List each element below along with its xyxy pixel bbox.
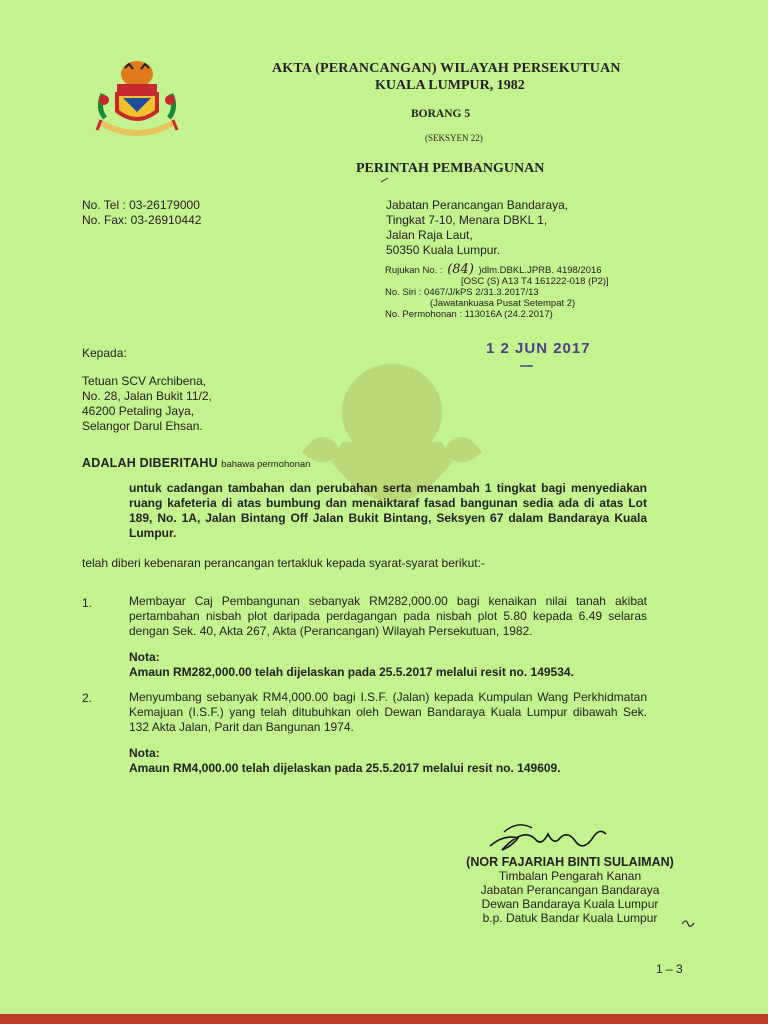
condition-number: 1. xyxy=(82,596,93,610)
recipient-line: Selangor Darul Ehsan. xyxy=(82,419,203,433)
condition-text: Menyumbang sebanyak RM4,000.00 bagi I.S.F. (Jalan) kepada Kumpulan Wang Perkhidmatan Kemajuan (I.S.F.) yang telah ditubuhkan oleh Dewan Bandaraya Kuala Lumpur dibawah Sek. 132 Akta Jalan, Parit dan Bangunan 1974. xyxy=(129,690,647,734)
rujukan-file: )dlm.DBKL.JPRB. 4198/2016 xyxy=(478,265,602,276)
application-number: No. Permohonan : 113016A (24.2.2017) xyxy=(385,309,553,320)
signature-icon xyxy=(484,816,614,858)
condition-note xyxy=(129,650,574,680)
signatory-name: (NOR FAJARIAH BINTI SULAIMAN) xyxy=(466,855,674,869)
signatory-block xyxy=(440,855,700,925)
section-reference: (SEKSYEN 22) xyxy=(425,133,483,143)
notice-line xyxy=(82,456,310,470)
page-number: 1 – 3 xyxy=(656,962,683,976)
note-text: Amaun RM4,000.00 telah dijelaskan pada 25.5.2017 melalui resit no. 149609. xyxy=(129,761,561,775)
bottom-edge-strip xyxy=(0,1014,768,1024)
signatory-line: Jabatan Perancangan Bandaraya xyxy=(480,883,660,897)
address-line: Jalan Raja Laut, xyxy=(386,228,473,242)
condition-text: Membayar Caj Pembangunan sebanyak RM282,000.00 bagi kenaikan nilai tanah akibat pertambahan nisbah plot daripada perdagangan pada nisbah plot 5.80 kepada 6.49 selaras dengan Sek. 40, Akta 267, Akta (Perancangan) Wilayah Persekutuan, 1982. xyxy=(129,594,647,638)
pen-mark-icon xyxy=(380,176,390,184)
fax-number: No. Fax: 03-26910442 xyxy=(82,213,202,227)
act-title-line1: AKTA (PERANCANGAN) WILAYAH PERSEKUTUAN xyxy=(272,61,621,76)
condition-note xyxy=(129,746,561,776)
proposal-description: untuk cadangan tambahan dan perubahan serta menambah 1 tingkat bagi menyediakan ruang kafeteria di atas bumbung dan menaiktaraf fasad bangunan sedia ada di atas Lot 189, No. 1A, Jalan Bintang Off Jalan Bukit Bintang, Seksyen 67 dalam Bandaraya Kuala Lumpur. xyxy=(129,481,647,540)
rujukan-number xyxy=(385,264,609,276)
serial-number: No. Siri : 0467/J/kPS 2/31.3.2017/13 xyxy=(385,287,539,298)
notice-lead-continuation: bahawa permohonan xyxy=(221,459,311,470)
signatory-line: Timbalan Pengarah Kanan xyxy=(498,869,642,883)
committee-name: (Jawatankuasa Pusat Setempat 2) xyxy=(430,298,576,309)
reference-block xyxy=(385,264,609,320)
sender-address xyxy=(386,198,568,258)
notice-lead: ADALAH DIBERITAHU xyxy=(82,456,218,470)
rujukan-label: Rujukan No. : xyxy=(385,265,443,276)
note-label: Nota: xyxy=(129,650,160,664)
conditions-intro: telah diberi kebenaran perancangan tertakluk kepada syarat-syarat berikut:- xyxy=(82,556,485,570)
recipient-address xyxy=(82,374,212,434)
signatory-line: Dewan Bandaraya Kuala Lumpur xyxy=(481,897,659,911)
recipient-label: Kepada: xyxy=(82,346,127,360)
dbkl-crest-icon xyxy=(93,60,188,145)
stamp-dash-icon xyxy=(520,364,534,368)
address-line: 50350 Kuala Lumpur. xyxy=(386,243,501,257)
note-label: Nota: xyxy=(129,746,160,760)
address-line: Jabatan Perancangan Bandaraya, xyxy=(386,198,569,212)
handwritten-reference: (84) xyxy=(447,262,474,277)
act-title-line2: KUALA LUMPUR, 1982 xyxy=(375,78,525,93)
address-line: Tingkat 7-10, Menara DBKL 1, xyxy=(386,213,548,227)
condition-number: 2. xyxy=(82,691,93,705)
osc-reference: [OSC (S) A13 T4 161222-018 (P2)] xyxy=(461,276,609,287)
contact-block xyxy=(82,198,201,228)
recipient-line: Tetuan SCV Archibena, xyxy=(82,374,207,388)
document-title: PERINTAH PEMBANGUNAN xyxy=(356,161,545,176)
recipient-line: No. 28, Jalan Bukit 11/2, xyxy=(82,389,212,403)
signatory-line: b.p. Datuk Bandar Kuala Lumpur xyxy=(482,911,658,925)
date-stamp: 1 2 JUN 2017 xyxy=(486,340,591,357)
recipient-line: 46200 Petaling Jaya, xyxy=(82,404,195,418)
note-text: Amaun RM282,000.00 telah dijelaskan pada 25.5.2017 melalui resit no. 149534. xyxy=(129,665,574,679)
initial-mark-icon xyxy=(680,918,696,930)
form-number: BORANG 5 xyxy=(411,108,471,120)
telephone-number: No. Tel : 03-26179000 xyxy=(82,198,200,212)
